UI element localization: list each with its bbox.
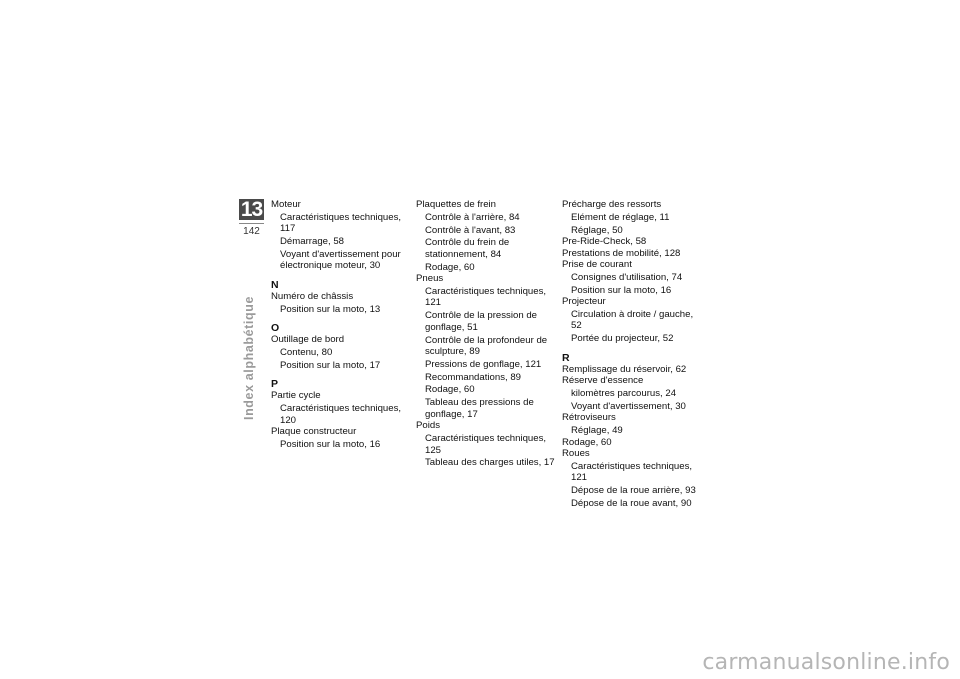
index-subentry: Contrôle à l'avant, 83 <box>425 224 516 236</box>
index-term: Outillage de bord <box>271 334 345 346</box>
index-entry <box>416 199 556 273</box>
index-entry <box>562 375 702 412</box>
index-entry <box>562 296 702 345</box>
index-term: Prestations de mobilité, 128 <box>562 247 681 259</box>
index-subentry: Tableau des charges utiles, 17 <box>425 457 555 469</box>
watermark-url[interactable]: carmanualsonline.info <box>702 650 950 675</box>
chapter-divider <box>239 223 264 224</box>
index-entry <box>562 412 702 436</box>
index-term: Partie cycle <box>271 390 321 402</box>
index-term: Numéro de châssis <box>271 290 354 302</box>
index-subentry: Réglage, 49 <box>571 425 623 437</box>
index-subentry: Caractéristiques techniques, 120 <box>280 403 402 426</box>
index-subentry: Consignes d'utilisation, 74 <box>571 271 683 283</box>
index-term: Pneus <box>416 273 444 285</box>
index-subentry: Position sur la moto, 13 <box>280 303 381 315</box>
index-column-2 <box>416 199 556 469</box>
chapter-number: 13 <box>240 198 263 221</box>
index-entry <box>271 334 406 371</box>
section-letter: O <box>271 322 280 335</box>
index-subentry: Dépose de la roue arrière, 93 <box>571 485 696 497</box>
index-entry <box>271 291 406 315</box>
index-entry <box>271 426 406 450</box>
index-subentry: Dépose de la roue avant, 90 <box>571 498 692 510</box>
index-subentry: Contenu, 80 <box>280 346 333 358</box>
index-column-1 <box>271 199 406 450</box>
index-subentry: Caractéristiques techniques, 125 <box>425 433 547 456</box>
index-term: Poids <box>416 420 440 432</box>
index-term: Précharge des ressorts <box>562 199 662 210</box>
index-term: Prise de courant <box>562 259 632 271</box>
index-term: Rétroviseurs <box>562 412 616 424</box>
index-term: Pre-Ride-Check, 58 <box>562 236 647 248</box>
index-subentry: Voyant d'avertissement pour électronique moteur, 30 <box>280 248 401 272</box>
index-subentry: Contrôle de la pression de gonflage, 51 <box>425 310 537 333</box>
index-subentry: Tableau des pressions de gonflage, 17 <box>425 397 534 420</box>
index-term: Réserve d'essence <box>562 375 644 387</box>
index-subentry: Portée du projecteur, 52 <box>571 333 674 345</box>
index-subentry: Caractéristiques techniques, 121 <box>571 460 693 484</box>
index-subentry: kilomètres parcourus, 24 <box>571 388 677 400</box>
page-number: 142 <box>243 226 260 237</box>
index-subentry: Réglage, 50 <box>571 224 623 236</box>
index-entry <box>562 248 702 260</box>
index-subentry: Pressions de gonflage, 121 <box>425 358 542 370</box>
index-subentry: Démarrage, 58 <box>280 236 344 248</box>
index-entry <box>416 420 556 469</box>
index-entry <box>416 273 556 420</box>
index-subentry: Voyant d'avertissement, 30 <box>571 400 686 412</box>
index-subentry: Recommandations, 89 <box>425 371 521 383</box>
index-term: Moteur <box>271 199 301 210</box>
index-entry <box>562 437 702 449</box>
index-term: Rodage, 60 <box>562 436 612 448</box>
index-subentry: Circulation à droite / gauche, 52 <box>571 308 694 332</box>
index-subentry: Caractéristiques techniques, 121 <box>425 285 547 309</box>
index-entry <box>562 448 702 509</box>
index-subentry: Contrôle à l'arrière, 84 <box>425 211 520 223</box>
side-title: Index alphabétique <box>242 295 256 420</box>
index-entry <box>271 390 406 426</box>
section-letter: P <box>271 378 279 391</box>
index-entry <box>562 236 702 248</box>
index-column-3 <box>562 199 702 510</box>
index-term: Roues <box>562 448 590 460</box>
index-subentry: Position sur la moto, 16 <box>280 438 381 450</box>
index-term: Projecteur <box>562 296 606 308</box>
index-subentry: Position sur la moto, 17 <box>280 359 381 371</box>
index-entry <box>562 199 702 236</box>
index-term: Plaque constructeur <box>271 426 357 438</box>
section-letter: R <box>562 351 570 364</box>
section-letter: N <box>271 278 279 291</box>
index-subentry: Position sur la moto, 16 <box>571 284 672 296</box>
index-subentry: Contrôle du frein de stationnement, 84 <box>425 237 510 260</box>
index-subentry: Contrôle de la profondeur de sculpture, 89 <box>425 334 548 358</box>
index-subentry: Caractéristiques techniques, 117 <box>280 211 402 235</box>
index-entry <box>562 259 702 296</box>
index-term: Remplissage du réservoir, 62 <box>562 363 687 375</box>
index-subentry: Rodage, 60 <box>425 384 475 396</box>
index-subentry: Rodage, 60 <box>425 261 475 273</box>
index-entry <box>562 364 702 376</box>
index-subentry: Elément de réglage, 11 <box>571 211 670 223</box>
index-term: Plaquettes de frein <box>416 199 497 210</box>
index-entry <box>271 199 406 272</box>
